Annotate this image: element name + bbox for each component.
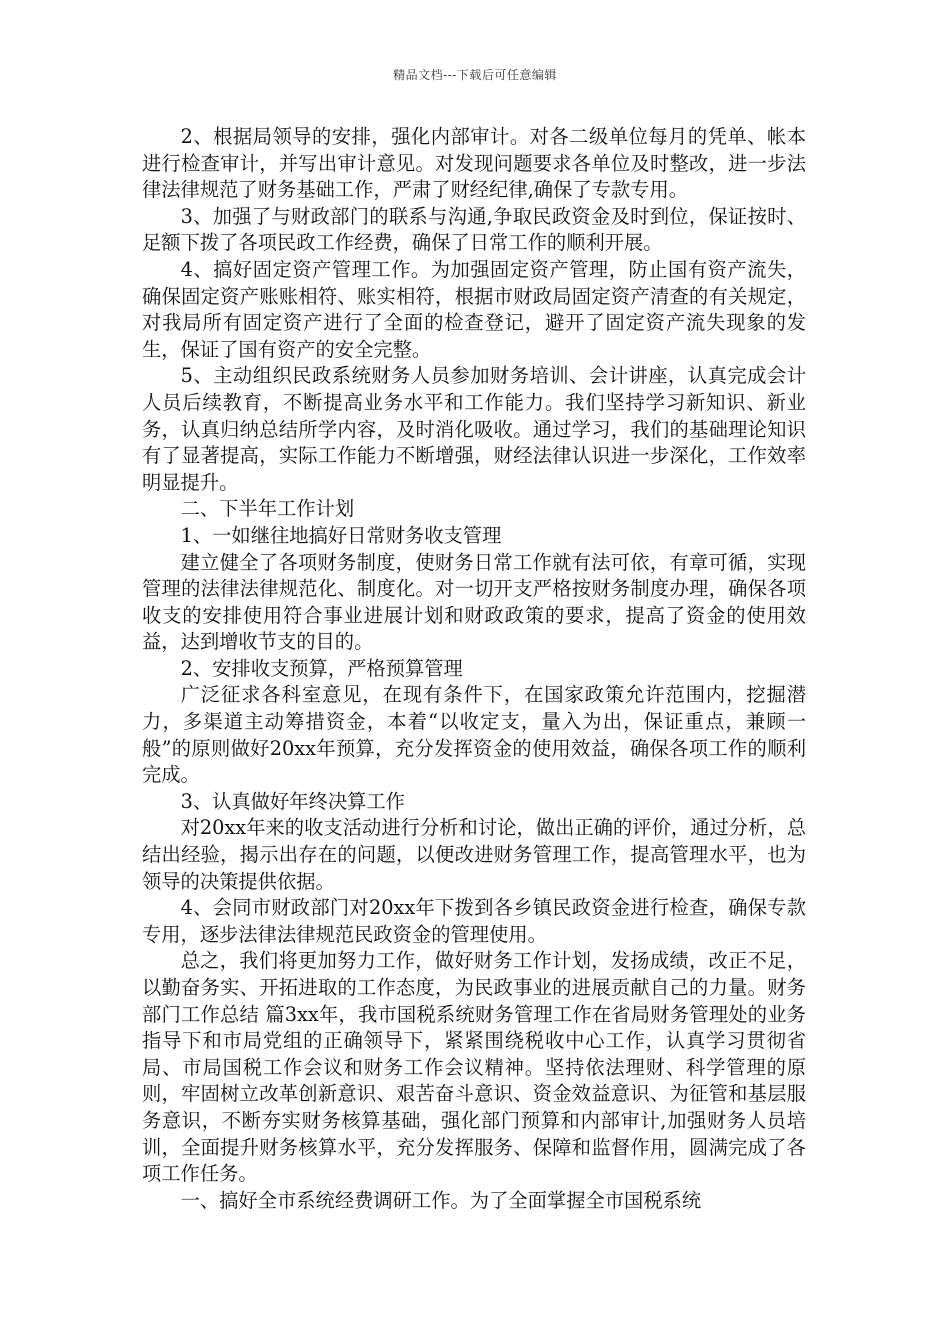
document-body [142, 124, 806, 1214]
paragraph: 建立健全了各项财务制度，使财务日常工作就有法可依，有章可循，实现管理的法律法律规范化、制度化。对一切开支严格按财务制度办理，确保各项收支的安排使用符合事业进展计划和财政政策的要求，提高了资金的使用效益，达到增收节支的目的。 [142, 550, 806, 654]
section-heading: 二、下半年工作计划 [180, 497, 355, 521]
paragraph: 广泛征求各科室意见，在现有条件下，在国家政策允许范围内，挖掘潜力，多渠道主动筹措资金，本着“以收定支，量入为出，保证重点，兼顾一般”的原则做好20xx年预算，充分发挥资金的使用效益，确保各项工作的顺利完成。 [142, 683, 806, 787]
paragraph: 4、会同市财政部门对20xx年下拨到各乡镇民政资金进行检查，确保专款专用，逐步法律法律规范民政资金的管理使用。 [142, 896, 806, 946]
paragraph: 对20xx年来的收支活动进行分析和讨论，做出正确的评价，通过分析，总结出经验，揭示出存在的问题，以便改进财务管理工作，提高管理水平，也为领导的决策提供依据。 [142, 816, 806, 893]
paragraph: 一、搞好全市系统经费调研工作。为了全面掌握全市国税系统 [180, 1188, 702, 1212]
paragraph: 5、主动组织民政系统财务人员参加财务培训、会计讲座，认真完成会计人员后续教育，不断提高业务水平和工作能力。我们坚持学习新知识、新业务，认真归纳总结所学内容，及时消化吸收。通过学习，我们的基础理论知识有了显著提高，实际工作能力不断增强，财经法律认识进一步深化，工作效率明显提升。 [142, 364, 806, 494]
paragraph: 4、搞好固定资产管理工作。为加强固定资产管理，防止国有资产流失，确保固定资产账账相符、账实相符，根据市财政局固定资产清查的有关规定，对我局所有固定资产进行了全面的检查登记，避开了固定资产流失现象的发生，保证了国有资产的安全完整。 [142, 257, 806, 361]
paragraph: 2、根据局领导的安排，强化内部审计。对各二级单位每月的凭单、帐本进行检查审计，并写出审计意见。对发现问题要求各单位及时整改，进一步法律法律规范了财务基础工作，严肃了财经纪律,确保了专款专用。 [142, 125, 806, 202]
page-header: 精品文档---下载后可任意编辑 [393, 68, 557, 82]
paragraph: 总之，我们将更加努力工作，做好财务工作计划，发扬成绩，改正不足，以勤奋务实、开拓进取的工作态度，为民政事业的进展贡献自己的力量。财务部门工作总结 篇3xx年，我市国税系统财务管理工作在省局财务管理处的业务指导下和市局党组的正确领导下，紧紧围绕税收中心工作，认真学习贯彻省局、市局国税工作会议和财务工作会议精神。坚持依法理财、科学管理的原则，牢固树立改革创新意识、艰苦奋斗意识、资金效益意识、为征管和基层服务意识，不断夯实财务核算基础，强化部门预算和内部审计,加强财务人员培训，全面提升财务核算水平，充分发挥服务、保障和监督作用，圆满完成了各项工作任务。 [142, 949, 806, 1186]
subsection-heading: 3、认真做好年终决算工作 [180, 789, 405, 813]
subsection-heading: 2、安排收支预算，严格预算管理 [180, 656, 463, 680]
subsection-heading: 1、一如继往地搞好日常财务收支管理 [180, 523, 502, 547]
paragraph: 3、加强了与财政部门的联系与沟通,争取民政资金及时到位，保证按时、足额下拨了各项民政工作经费，确保了日常工作的顺利开展。 [142, 204, 806, 255]
